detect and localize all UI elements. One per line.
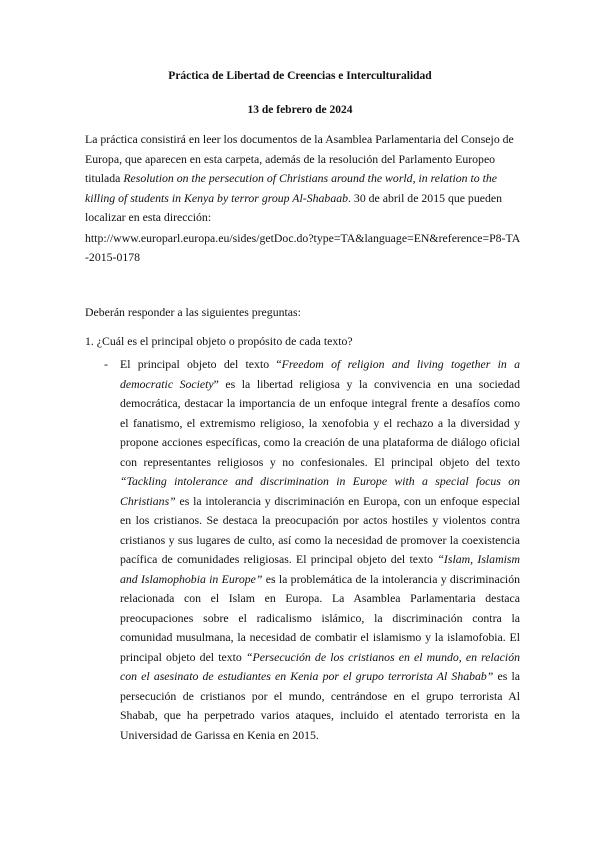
intro-paragraph [85,130,521,228]
intro-text-2: . 30 de abril de 2015 que pueden localizar en esta dirección: [85,190,502,225]
answer-text-2: ” es la libertad religiosa y la convivencia en una sociedad democrática, destacar la importancia de un enfoque integral frente a desafíos como el fanatismo, el extremismo religioso, la xenofobia y el rechazo a la diversidad y propone acciones específicas, como la creación de una plataforma de diálogo oficial con representantes religiosos y no confesionales. El principal objeto del texto [120,376,520,469]
document-title: Práctica de Libertad de Creencias e Interculturalidad [168,70,432,82]
resolution-title: Resolution on the persecution of Christians around the world, in relation to the killing of students in Kenya by terror group Al-Shabaab [85,171,498,205]
answer-text-4: es la problemática de la intolerancia y discriminación relacionada con el Islam en Europa. La Asamblea Parlamentaria destaca preocupaciones sobre el radicalismo islámico, la discriminación contra la comunidad musulmana, la necesidad de combatir el islamismo y la islamofobia. El principal objeto del texto [120,571,521,664]
text-title-1: Freedom of religion and living together in a democratic Society [120,357,520,391]
bullet-dash: - [104,357,108,371]
resolution-url[interactable]: http://www.europarl.europa.eu/sides/getDoc.do?type=TA&language=EN&reference=P8-TA-2015-0178 [85,231,521,264]
answer-text-1: El principal objeto del texto “ [120,357,282,371]
text-title-2: “Tackling intolerance and discrimination in Europe with a special focus on Christians” [120,474,520,508]
text-title-3: “Islam, Islamism and Islamophobia in Europe” [120,552,520,586]
answer-paragraph [120,355,520,745]
document-date: 13 de febrero de 2024 [247,104,353,116]
answer-text-5: es la persecución de cristianos por el mundo, centrándose en el grupo terrorista Al Shabab, que ha perpetrado varios ataques, incluido el atentado terrorista en la Universidad de Garissa en Kenia en 2015. [120,669,520,742]
question-1: 1. ¿Cuál es el principal objeto o propósito de cada texto? [85,334,353,348]
intro-text-1: La práctica consistirá en leer los documentos de la Asamblea Parlamentaria del Consejo de Europa, que aparecen en esta carpeta, además de la resolución del Parlamento Europeo titulada [85,132,514,186]
text-title-4: “Persecución de los cristianos en el mundo, en relación con el asesinato de estudiantes en Kenia por el grupo terrorista Al Shabab” [120,649,520,683]
answer-text-3: es la intolerancia y discriminación en Europa, con un enfoque especial en los cristianos. Se destaca la preocupación por actos hostiles y violentos contra cristianos y sus lugares de culto, así como la necesidad de promover la coexistencia pacífica de comunidades religiosas. El principal objeto del texto [120,493,520,566]
questions-intro: Deberán responder a las siguientes preguntas: [85,305,301,319]
